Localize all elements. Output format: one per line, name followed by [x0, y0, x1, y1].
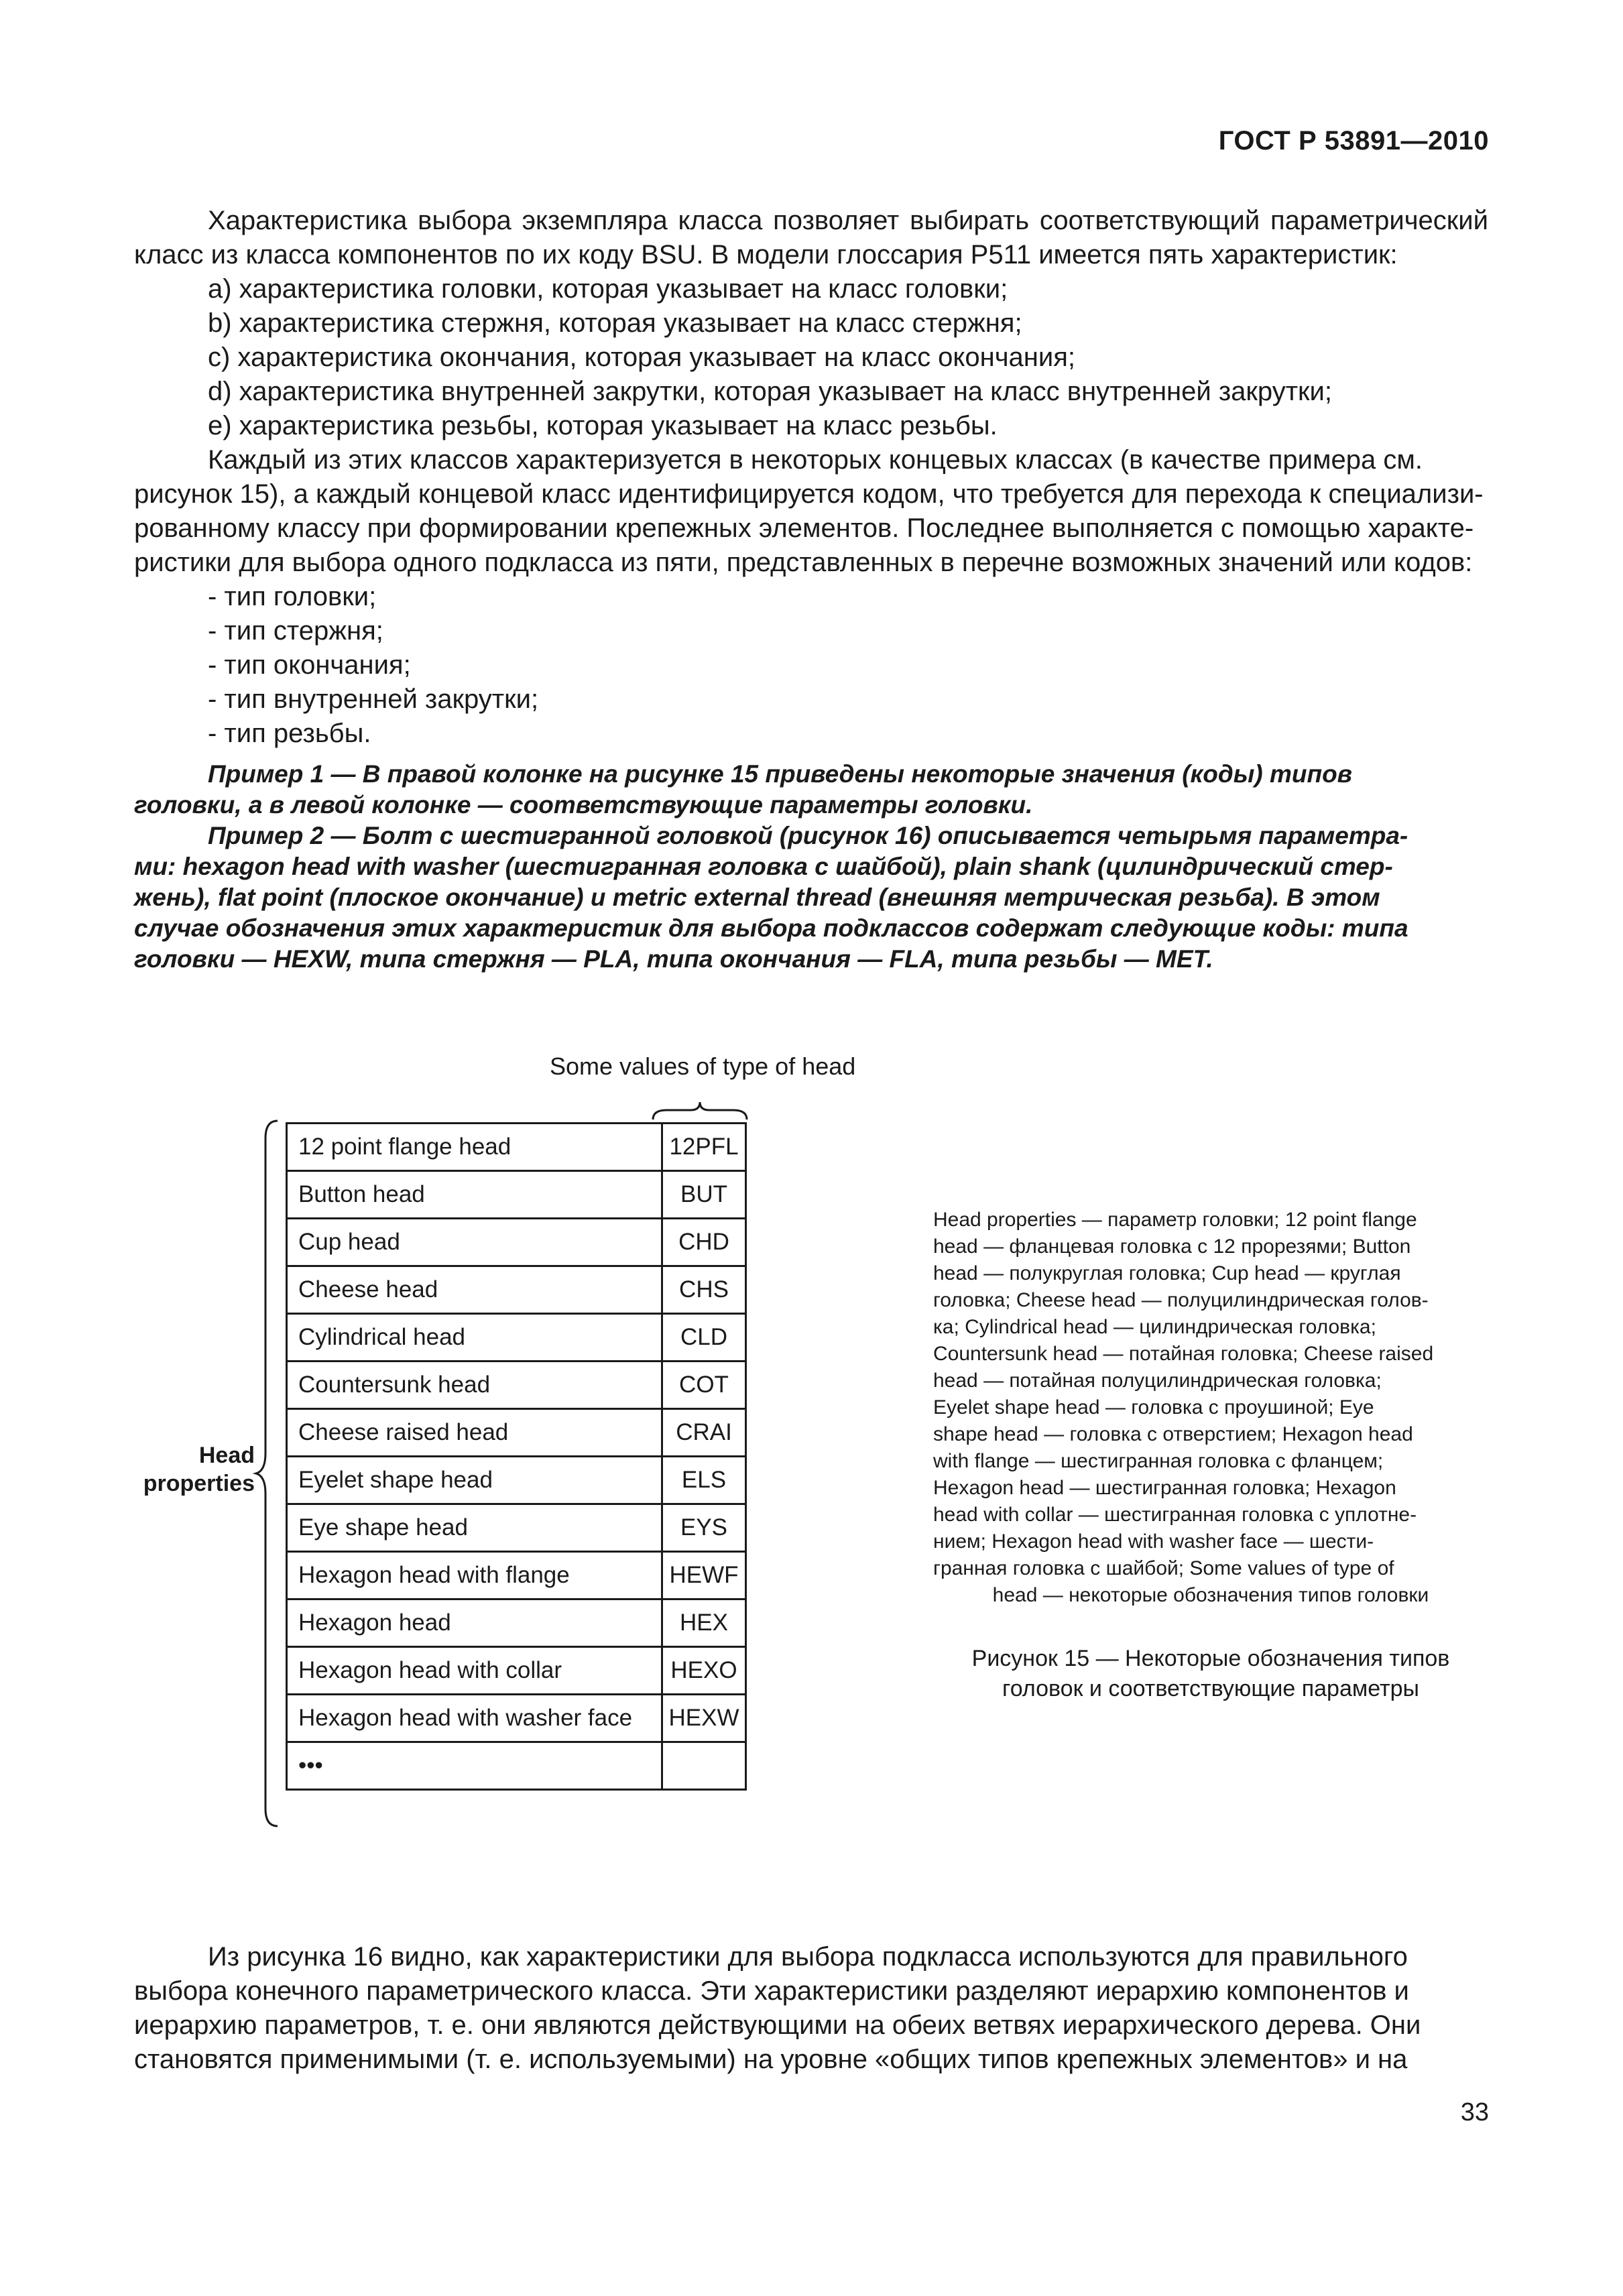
group-label-line: properties: [143, 1471, 255, 1496]
head-types-table: [286, 1122, 747, 1791]
text-line: рованному классу при формировании крепежных элементов. Последнее выполняется с помощью характе-: [134, 513, 1474, 543]
legend-line: Eyelet shape head — головка с проушиной; Eye: [933, 1396, 1374, 1418]
list-item: - тип внутренней закрутки;: [208, 684, 539, 714]
list-item: d) характеристика внутренней закрутки, которая указывает на класс внутренней закрутки;: [208, 377, 1332, 406]
list-item: e) характеристика резьбы, которая указывает на класс резьбы.: [208, 411, 998, 440]
text-line: иерархию параметров, т. е. они являются действующими на обеих ветвях иерархического дерева. Они: [134, 2010, 1421, 2040]
table-row: [287, 1266, 746, 1314]
intro-paragraph: [134, 204, 1488, 272]
head-type-code: HEWF: [662, 1552, 746, 1599]
types-list: [134, 580, 1488, 751]
legend-line: head — фланцевая головка с 12 прорезями; Button: [933, 1235, 1411, 1258]
text-line: класс из класса компонентов по их коду BSU. В модели глоссария P511 имеется пять характеристик:: [134, 240, 1398, 269]
text-line: головки — HEXW, типа стержня — PLA, типа окончания — FLA, типа резьбы — MET.: [134, 945, 1213, 973]
list-item: - тип стержня;: [208, 616, 383, 646]
figure-caption: [933, 1644, 1488, 1704]
head-type-code: [662, 1742, 746, 1790]
table-row: [287, 1409, 746, 1457]
table-row: [287, 1457, 746, 1504]
text-line: Характеристика выбора экземпляра класса позволяет выбирать соответствующий параметрический: [208, 206, 1488, 235]
table-row: [287, 1647, 746, 1695]
list-item: a) характеристика головки, которая указывает на класс головки;: [208, 274, 1008, 304]
head-type-code: CRAI: [662, 1409, 746, 1457]
list-item: - тип головки;: [208, 582, 377, 611]
head-property-name: •••: [287, 1742, 662, 1790]
left-brace: [255, 1118, 282, 1829]
legend-line: with flange — шестигранная головка с фланцем;: [933, 1450, 1384, 1472]
head-property-name: Eye shape head: [287, 1504, 662, 1552]
closing-paragraph: [134, 1940, 1488, 2077]
top-brace: [650, 1099, 751, 1122]
head-property-name: 12 point flange head: [287, 1124, 662, 1171]
head-property-name: Cheese head: [287, 1266, 662, 1314]
table-row: [287, 1362, 746, 1409]
text-line: Пример 1 — В правой колонке на рисунке 15 приведены некоторые значения (коды) типов: [208, 760, 1353, 788]
head-property-name: Countersunk head: [287, 1362, 662, 1409]
figure-legend: [933, 1207, 1488, 1609]
text-line: становятся применимыми (т. е. используемыми) на уровне «общих типов крепежных элементов» и на: [134, 2045, 1408, 2074]
head-property-name: Hexagon head with flange: [287, 1552, 662, 1599]
legend-line: head — полукруглая головка; Cup head — круглая: [933, 1262, 1401, 1284]
page-number: 33: [1460, 2098, 1489, 2126]
head-type-code: CHD: [662, 1219, 746, 1266]
text-line: ристики для выбора одного подкласса из пяти, представленных в перечне возможных значений или кодов:: [134, 548, 1473, 577]
legend-line: head — некоторые обозначения типов головки: [992, 1584, 1429, 1606]
head-type-code: CLD: [662, 1314, 746, 1362]
text-line: случае обозначения этих характеристик для выбора подклассов содержат следующие коды: типа: [134, 914, 1408, 942]
group-label: [127, 1441, 255, 1498]
head-type-code: BUT: [662, 1171, 746, 1219]
text-line: жень), flat point (плоское окончание) и metric external thread (внешняя метрическая резьба). В этом: [134, 884, 1380, 911]
table-row: [287, 1742, 746, 1790]
example-1: [134, 759, 1488, 821]
text-line: выбора конечного параметрического класса. Эти характеристики разделяют иерархию компонентов и: [134, 1976, 1409, 2006]
head-type-code: EYS: [662, 1504, 746, 1552]
legend-line: Hexagon head — шестигранная головка; Hexagon: [933, 1477, 1396, 1499]
text-line: Из рисунка 16 видно, как характеристики для выбора подкласса используются для правильного: [208, 1942, 1408, 1972]
characteristics-list: [134, 272, 1488, 443]
head-type-code: HEX: [662, 1599, 746, 1647]
head-property-name: Cheese raised head: [287, 1409, 662, 1457]
legend-line: shape head — головка с отверстием; Hexagon head: [933, 1423, 1413, 1445]
legend-line: гранная головка с шайбой; Some values of type of: [933, 1557, 1394, 1579]
head-type-code: 12PFL: [662, 1124, 746, 1171]
document-header: ГОСТ Р 53891—2010: [1218, 126, 1489, 156]
paragraph-2: [134, 443, 1488, 580]
list-item: b) характеристика стержня, которая указывает на класс стержня;: [208, 308, 1022, 338]
list-item: c) характеристика окончания, которая указывает на класс окончания;: [208, 343, 1076, 372]
head-type-code: ELS: [662, 1457, 746, 1504]
head-property-name: Cup head: [287, 1219, 662, 1266]
head-property-name: Hexagon head: [287, 1599, 662, 1647]
list-item: - тип окончания;: [208, 650, 411, 680]
head-type-code: CHS: [662, 1266, 746, 1314]
table-row: [287, 1504, 746, 1552]
head-property-name: Eyelet shape head: [287, 1457, 662, 1504]
head-property-name: Hexagon head with washer face: [287, 1695, 662, 1742]
head-property-name: Cylindrical head: [287, 1314, 662, 1362]
head-property-name: Hexagon head with collar: [287, 1647, 662, 1695]
text-line: головки, а в левой колонке — соответствующие параметры головки.: [134, 791, 1033, 819]
legend-line: головка; Cheese head — полуцилиндрическая голов-: [933, 1289, 1429, 1311]
head-type-code: COT: [662, 1362, 746, 1409]
head-type-code: HEXW: [662, 1695, 746, 1742]
table-row: [287, 1552, 746, 1599]
caption-line: головок и соответствующие параметры: [1002, 1676, 1419, 1701]
text-line: Каждый из этих классов характеризуется в некоторых концевых классах (в качестве примера см.: [208, 445, 1423, 475]
legend-line: Countersunk head — потайная головка; Cheese raised: [933, 1343, 1434, 1365]
table-row: [287, 1124, 746, 1171]
table-row: [287, 1599, 746, 1647]
text-line: Пример 2 — Болт с шестигранной головкой (рисунок 16) описывается четырьмя параметра-: [208, 822, 1408, 849]
list-item: - тип резьбы.: [208, 719, 371, 748]
table-row: [287, 1695, 746, 1742]
caption-line: Рисунок 15 — Некоторые обозначения типов: [971, 1646, 1450, 1671]
legend-line: нием; Hexagon head with washer face — шести-: [933, 1530, 1374, 1553]
legend-line: head with collar — шестигранная головка с уплотне-: [933, 1504, 1417, 1526]
group-label-line: Head: [198, 1443, 255, 1468]
figure-column-label: Some values of type of head: [550, 1052, 856, 1080]
table-row: [287, 1314, 746, 1362]
table-row: [287, 1219, 746, 1266]
table-row: [287, 1171, 746, 1219]
legend-line: ка; Cylindrical head — цилиндрическая головка;: [933, 1316, 1376, 1338]
text-line: рисунок 15), а каждый концевой класс идентифицируется кодом, что требуется для перехода к специализи-: [134, 479, 1484, 509]
legend-line: head — потайная полуцилиндрическая головка;: [933, 1370, 1382, 1392]
legend-line: Head properties — параметр головки; 12 point flange: [933, 1209, 1417, 1231]
head-type-code: HEXO: [662, 1647, 746, 1695]
text-line: ми: hexagon head with washer (шестигранная головка с шайбой), plain shank (цилиндрический стер-: [134, 853, 1393, 880]
example-2: [134, 821, 1488, 975]
head-property-name: Button head: [287, 1171, 662, 1219]
